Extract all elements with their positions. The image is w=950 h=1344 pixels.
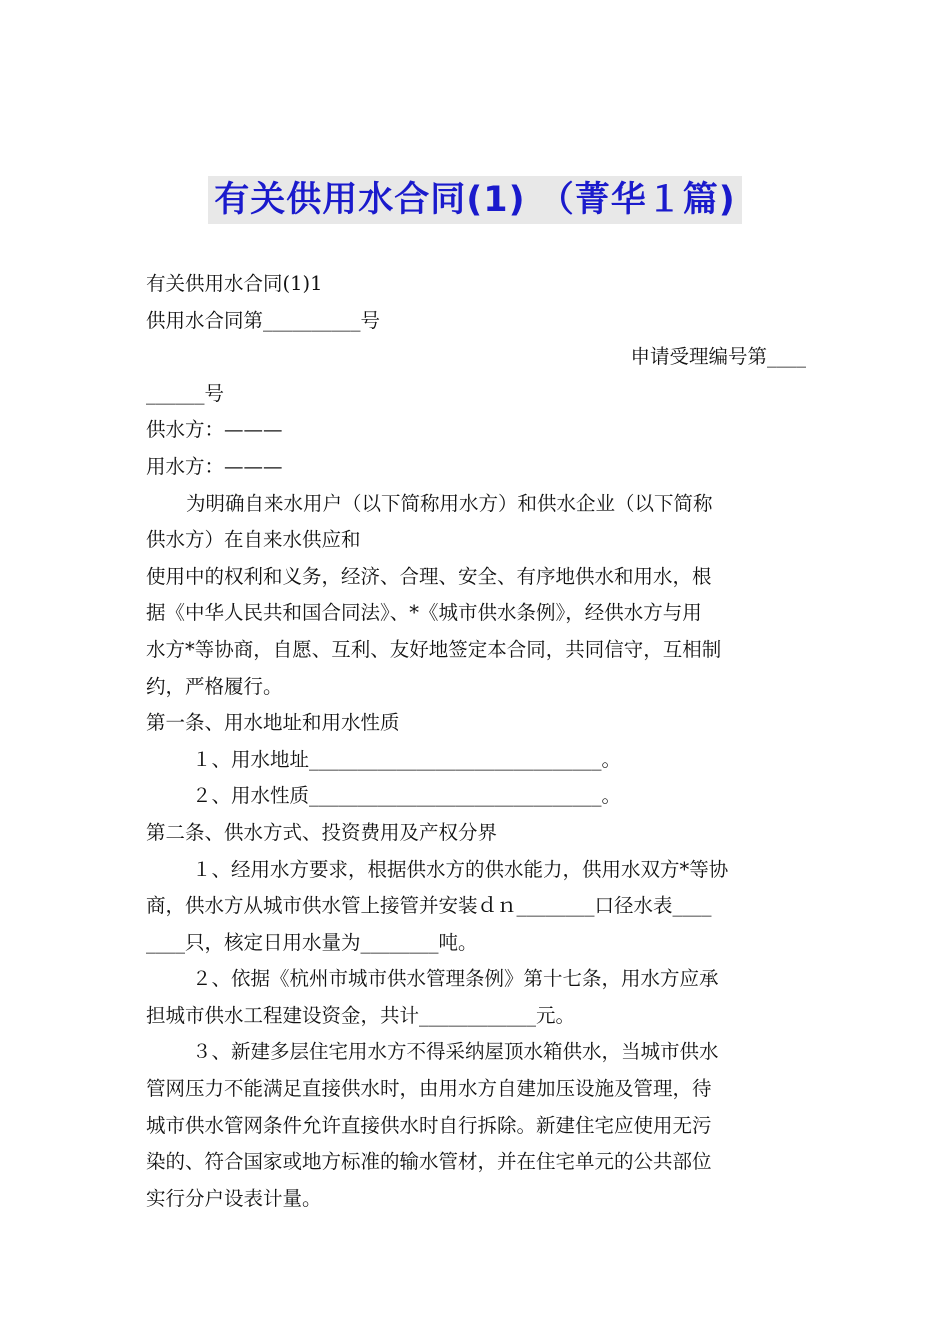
article-1-item-1: １、用水地址______________________________。 xyxy=(192,747,622,771)
preamble-line-3: 使用中的权利和义务，经济、合理、安全、有序地供水和用水，根 xyxy=(146,564,712,588)
article-2-item-3-line-1: ３、新建多层住宅用水方不得采纳屋顶水箱供水，当城市供水 xyxy=(192,1040,719,1064)
article-2-item-3-line-3: 城市供水管网条件允许直接供水时自行拆除。新建住宅应使用无污 xyxy=(146,1113,712,1137)
preamble-line-5: 水方*等协商，自愿、互利、友好地签定本合同，共同信守，互相制 xyxy=(146,637,722,661)
supplier-party-line: 供水方：——— xyxy=(146,418,283,442)
article-2-item-2-line-2: 担城市供水工程建设资金，共计____________元。 xyxy=(146,1003,576,1027)
article-2-heading: 第二条、供水方式、投资费用及产权分界 xyxy=(146,820,498,844)
article-2-item-1-line-3: ____只，核定日用水量为________吨。 xyxy=(146,930,478,954)
preamble-line-4: 据《中华人民共和国合同法》、*《城市供水条例》，经供水方与用 xyxy=(146,601,702,625)
application-number-continued: ______号 xyxy=(146,381,225,405)
article-2-item-2-line-1: ２、依据《杭州市城市供水管理条例》第十七条，用水方应承 xyxy=(192,967,719,991)
user-party-line: 用水方：——— xyxy=(146,454,283,478)
preamble-line-6: 约，严格履行。 xyxy=(146,674,283,698)
article-2-item-1-line-1: １、经用水方要求，根据供水方的供水能力，供用水双方*等协 xyxy=(192,857,729,881)
article-1-item-2: ２、用水性质______________________________。 xyxy=(192,784,622,808)
preamble-line-1: 为明确自来水用户（以下简称用水方）和供水企业（以下简称 xyxy=(186,491,713,515)
preamble-line-2: 供水方）在自来水供应和 xyxy=(146,528,361,552)
document-title: 有关供用水合同(1) （菁华１篇) xyxy=(208,176,742,224)
subtitle-line: 有关供用水合同(1)1 xyxy=(146,272,323,295)
title-container xyxy=(0,176,950,224)
article-1-heading: 第一条、用水地址和用水性质 xyxy=(146,711,400,735)
contract-number-line: 供用水合同第__________号 xyxy=(146,308,381,332)
article-2-item-3-line-2: 管网压力不能满足直接供水时，由用水方自建加压设施及管理，待 xyxy=(146,1077,712,1101)
application-number-line: 申请受理编号第____ xyxy=(630,345,806,369)
article-2-item-3-line-5: 实行分户设表计量。 xyxy=(146,1186,322,1210)
article-2-item-3-line-4: 染的、符合国家或地方标准的输水管材，并在住宅单元的公共部位 xyxy=(146,1150,712,1174)
document-body xyxy=(146,266,806,1217)
article-2-item-1-line-2: 商，供水方从城市供水管上接管并安装ｄｎ________口径水表____ xyxy=(146,894,712,918)
